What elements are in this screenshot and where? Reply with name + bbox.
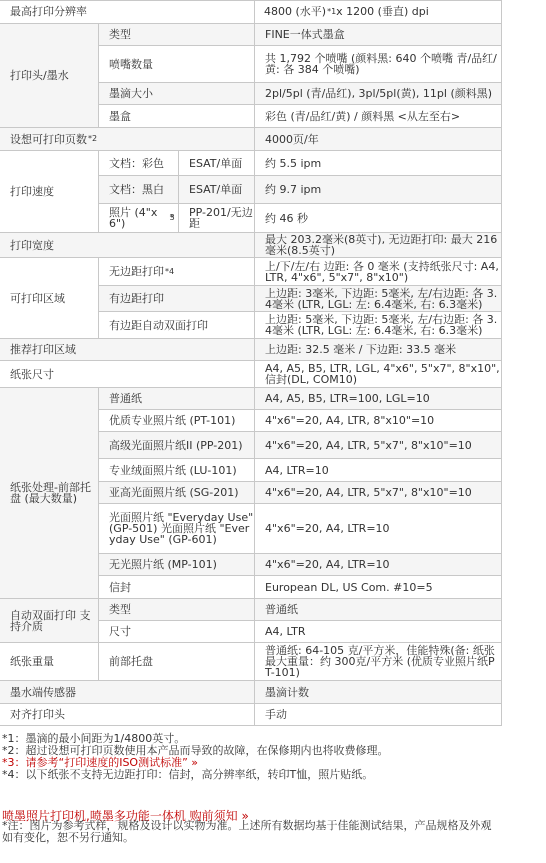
label-bordered	[99, 286, 254, 311]
label-doc-color	[99, 151, 178, 175]
value-duplex-type	[255, 599, 501, 620]
label-text: 有边距自动双面打印	[109, 318, 208, 332]
value-text: 约 5.5 ipm	[265, 156, 322, 170]
media-label	[99, 459, 254, 481]
label-printhead	[0, 24, 98, 127]
value-max-resolution: 4800 (水平) *1 x 1200 (垂直) dpi	[264, 5, 429, 18]
media-value	[255, 459, 501, 481]
value-paper-size	[255, 361, 501, 387]
value-text: 墨滴计数	[265, 685, 309, 699]
value-photo-speed	[255, 204, 501, 232]
label-text: 优质专业照片纸 (PT-101)	[109, 414, 236, 427]
label-duplex-media	[0, 599, 98, 642]
value-droplet	[255, 83, 501, 104]
value-text: 约 46 秒	[265, 211, 308, 225]
media-value	[255, 576, 501, 598]
label-text: 墨滴大小	[109, 87, 153, 100]
label-nozzles	[99, 46, 254, 82]
label-text: 光面照片纸 "Everyday Use" (GP-501) 光面照片纸 "Everyday Use" (GP-601)	[109, 511, 254, 546]
label-text: 信封	[109, 580, 131, 594]
value-text: FINE一体式墨盒	[265, 28, 345, 41]
label-text: 普通纸	[109, 392, 142, 405]
label-text: 类型	[109, 28, 131, 41]
media-label	[99, 388, 254, 409]
label-text: 照片 (4"x6")	[109, 206, 158, 230]
label-text: 亚高光面照片纸 (SG-201)	[109, 486, 239, 499]
label-weight	[0, 643, 98, 680]
footnote: *1：墨滴的最小间距为1/4800英寸。	[2, 732, 186, 745]
disclaimer: *注：图片为参考式样，规格及设计以实物为准。上述所有数据均基于佳能测试结果，产品规格及外观如有变化，恕不另行通知。	[2, 819, 492, 844]
label-speed	[0, 151, 98, 232]
value-text: 4"x6"=20, A4, LTR, 5"x7", 8"x10"=10	[265, 438, 472, 452]
value-doc-color	[255, 151, 501, 175]
label-text: 无光照片纸 (MP-101)	[109, 558, 217, 571]
value-text: 普通纸	[265, 603, 298, 616]
label-borderless: 无边距打印 *4	[109, 265, 175, 278]
value-text: 共 1,792 个喷嘴 (颜料黑: 640 个喷嘴 青/品红/黄: 各 384 个喷嘴)	[265, 52, 497, 76]
label-text: 墨水端传感器	[10, 685, 76, 699]
value-duplex-size	[255, 621, 501, 642]
value-recommended	[255, 339, 501, 360]
media-label	[99, 576, 254, 598]
mode-text: ESAT/单面	[189, 156, 243, 170]
label-doc-black	[99, 176, 178, 203]
value-text: A4, LTR	[265, 625, 306, 638]
label-text: 打印速度	[10, 185, 54, 198]
media-value	[255, 504, 501, 553]
footnote: *2：超过设想可打印页数使用本产品而导致的故障，在保修期内也将收费修理。	[2, 744, 389, 757]
value-nozzles	[255, 46, 501, 82]
value-duplex-area	[255, 312, 501, 338]
label-text: 对齐打印头	[10, 708, 65, 721]
value-text: European DL, US Com. #10=5	[265, 580, 433, 594]
label-text: 类型	[109, 603, 131, 616]
buy-guide-link[interactable]: 喷墨照片打印机,喷墨多功能一体机 购前须知 »	[2, 809, 249, 823]
label-ink-sensor	[0, 681, 254, 703]
value-text: 彩色 (青/品红/黄) / 颜料黑 <从左至右>	[265, 109, 461, 123]
label-recommended	[0, 339, 254, 360]
label-text: 纸张重量	[10, 655, 54, 668]
label-text: 打印宽度	[10, 238, 54, 252]
label-max-resolution	[0, 0, 254, 23]
media-value	[255, 554, 501, 575]
label-weight-tray	[99, 643, 254, 680]
value-text: 4800 (水平)	[264, 5, 327, 18]
value-text: 约 9.7 ipm	[265, 183, 322, 196]
label-duplex-area	[99, 312, 254, 338]
value-text: A4, A5, B5, LTR=100, LGL=10	[265, 392, 430, 405]
label-text: 高级光面照片纸II (PP-201)	[109, 438, 243, 452]
media-value	[255, 432, 501, 458]
label-text: 自动双面打印 支持介质	[10, 608, 91, 633]
label-text: 尺寸	[109, 625, 131, 638]
mode-photo-speed	[179, 204, 254, 232]
value-text: 4"x6"=20, A4, LTR=10	[265, 522, 390, 535]
label-text: 设想可打印页数	[10, 132, 87, 146]
media-value	[255, 388, 501, 409]
value-cartridge	[255, 105, 501, 127]
label-text: 推荐打印区域	[10, 343, 76, 356]
label-text: 前部托盘	[109, 655, 153, 668]
value-text: 4"x6"=20, A4, LTR=10	[265, 558, 390, 571]
media-label	[99, 410, 254, 431]
label-width	[0, 233, 254, 257]
value-text: 4"x6"=20, A4, LTR, 8"x10"=10	[265, 414, 435, 427]
mode-text: ESAT/单面	[189, 183, 243, 196]
label-cartridge	[99, 105, 254, 127]
label-printhead-type	[99, 24, 254, 45]
media-label	[99, 432, 254, 458]
value-text: 上边距: 5毫米, 下边距: 5毫米, 左/右边距: 各 3.4毫米 (LTR, LGL: 左: 6.4毫米, 右: 6.3毫米)	[265, 313, 498, 337]
label-text: 无边距打印	[109, 265, 164, 278]
value-text: 普通纸: 64-105 克/平方米，佳能特殊(备: 纸张最大重量：约 300克/平方米 (优质专业照片纸PT-101)	[265, 644, 495, 679]
label-area	[0, 258, 98, 338]
label-text: 墨盒	[109, 109, 131, 123]
value-text: 4000页/年	[265, 132, 319, 146]
label-droplet	[99, 83, 254, 104]
label-duty: 设想可打印页数 *2	[0, 128, 254, 150]
label-text: 文档：黑白	[109, 183, 164, 196]
label-text: 纸张处理-前部托盘 (最大数量)	[10, 481, 91, 505]
media-label	[99, 504, 254, 553]
label-text: 打印头/墨水	[10, 69, 69, 82]
label-duplex-size	[99, 621, 254, 642]
value-text: A4, LTR=10	[265, 463, 329, 477]
mode-doc-color	[179, 151, 254, 175]
value-text: 最大 203.2毫米(8英寸), 无边距打印: 最大 216毫米(8.5英寸)	[265, 233, 498, 257]
label-alignment	[0, 704, 254, 725]
label-duplex-type	[99, 599, 254, 620]
media-label	[99, 554, 254, 575]
label-text: 专业绒面照片纸 (LU-101)	[109, 463, 237, 477]
value-alignment	[255, 704, 501, 725]
media-value	[255, 482, 501, 503]
value-borderless	[255, 258, 501, 285]
label-text: 文档：彩色	[109, 156, 164, 170]
value-text: 4"x6"=20, A4, LTR, 5"x7", 8"x10"=10	[265, 486, 472, 499]
value-doc-black	[255, 176, 501, 203]
footnote: *4：以下纸张不支持无边距打印：信封，高分辨率纸，转印T恤，照片贴纸。	[2, 768, 374, 781]
footnote-iso-link[interactable]: *3：请参考“打印速度的ISO测试标准” »	[2, 756, 199, 769]
label-text: 可打印区域	[10, 291, 65, 305]
mode-text: PP-201/无边距	[189, 206, 253, 230]
value-text: 手动	[265, 708, 287, 721]
value-printhead-type	[255, 24, 501, 45]
value-text: A4, A5, B5, LTR, LGL, 4"x6", 5"x7", 8"x10", 信封(DL, COM10)	[265, 362, 500, 386]
mode-doc-black	[179, 176, 254, 203]
value-text: 上/下/左/右 边距: 各 0 毫米 (支持纸张尺寸: A4, LTR, 4"x6", 5"x7", 8"x10")	[265, 259, 499, 284]
label-text: 喷嘴数量	[109, 57, 153, 71]
value-text: 上边距: 32.5 毫米 / 下边距: 33.5 毫米	[265, 343, 457, 356]
label-text: 最高打印分辨率	[10, 5, 87, 18]
value-duty	[255, 128, 501, 150]
value-text: 2pl/5pl (青/品红), 3pl/5pl(黄), 11pl (颜料黑)	[265, 87, 493, 100]
media-label	[99, 482, 254, 503]
label-paper-handling	[0, 388, 98, 598]
label-photo-speed: 照片 (4"x6") *3	[109, 206, 175, 230]
value-text: 上边距: 3毫米, 下边距: 5毫米, 左/右边距: 各 3.4毫米 (LTR, LGL: 左: 6.4毫米, 右: 6.3毫米)	[265, 286, 498, 311]
label-text: 有边距打印	[109, 292, 164, 305]
media-value	[255, 410, 501, 431]
value-ink-sensor	[255, 681, 501, 703]
value-bordered	[255, 286, 501, 311]
label-text: 纸张尺寸	[10, 367, 54, 381]
label-paper-size	[0, 361, 254, 387]
value-weight	[255, 643, 501, 680]
value-tail: x 1200 (垂直) dpi	[336, 5, 429, 18]
value-width	[255, 233, 501, 257]
